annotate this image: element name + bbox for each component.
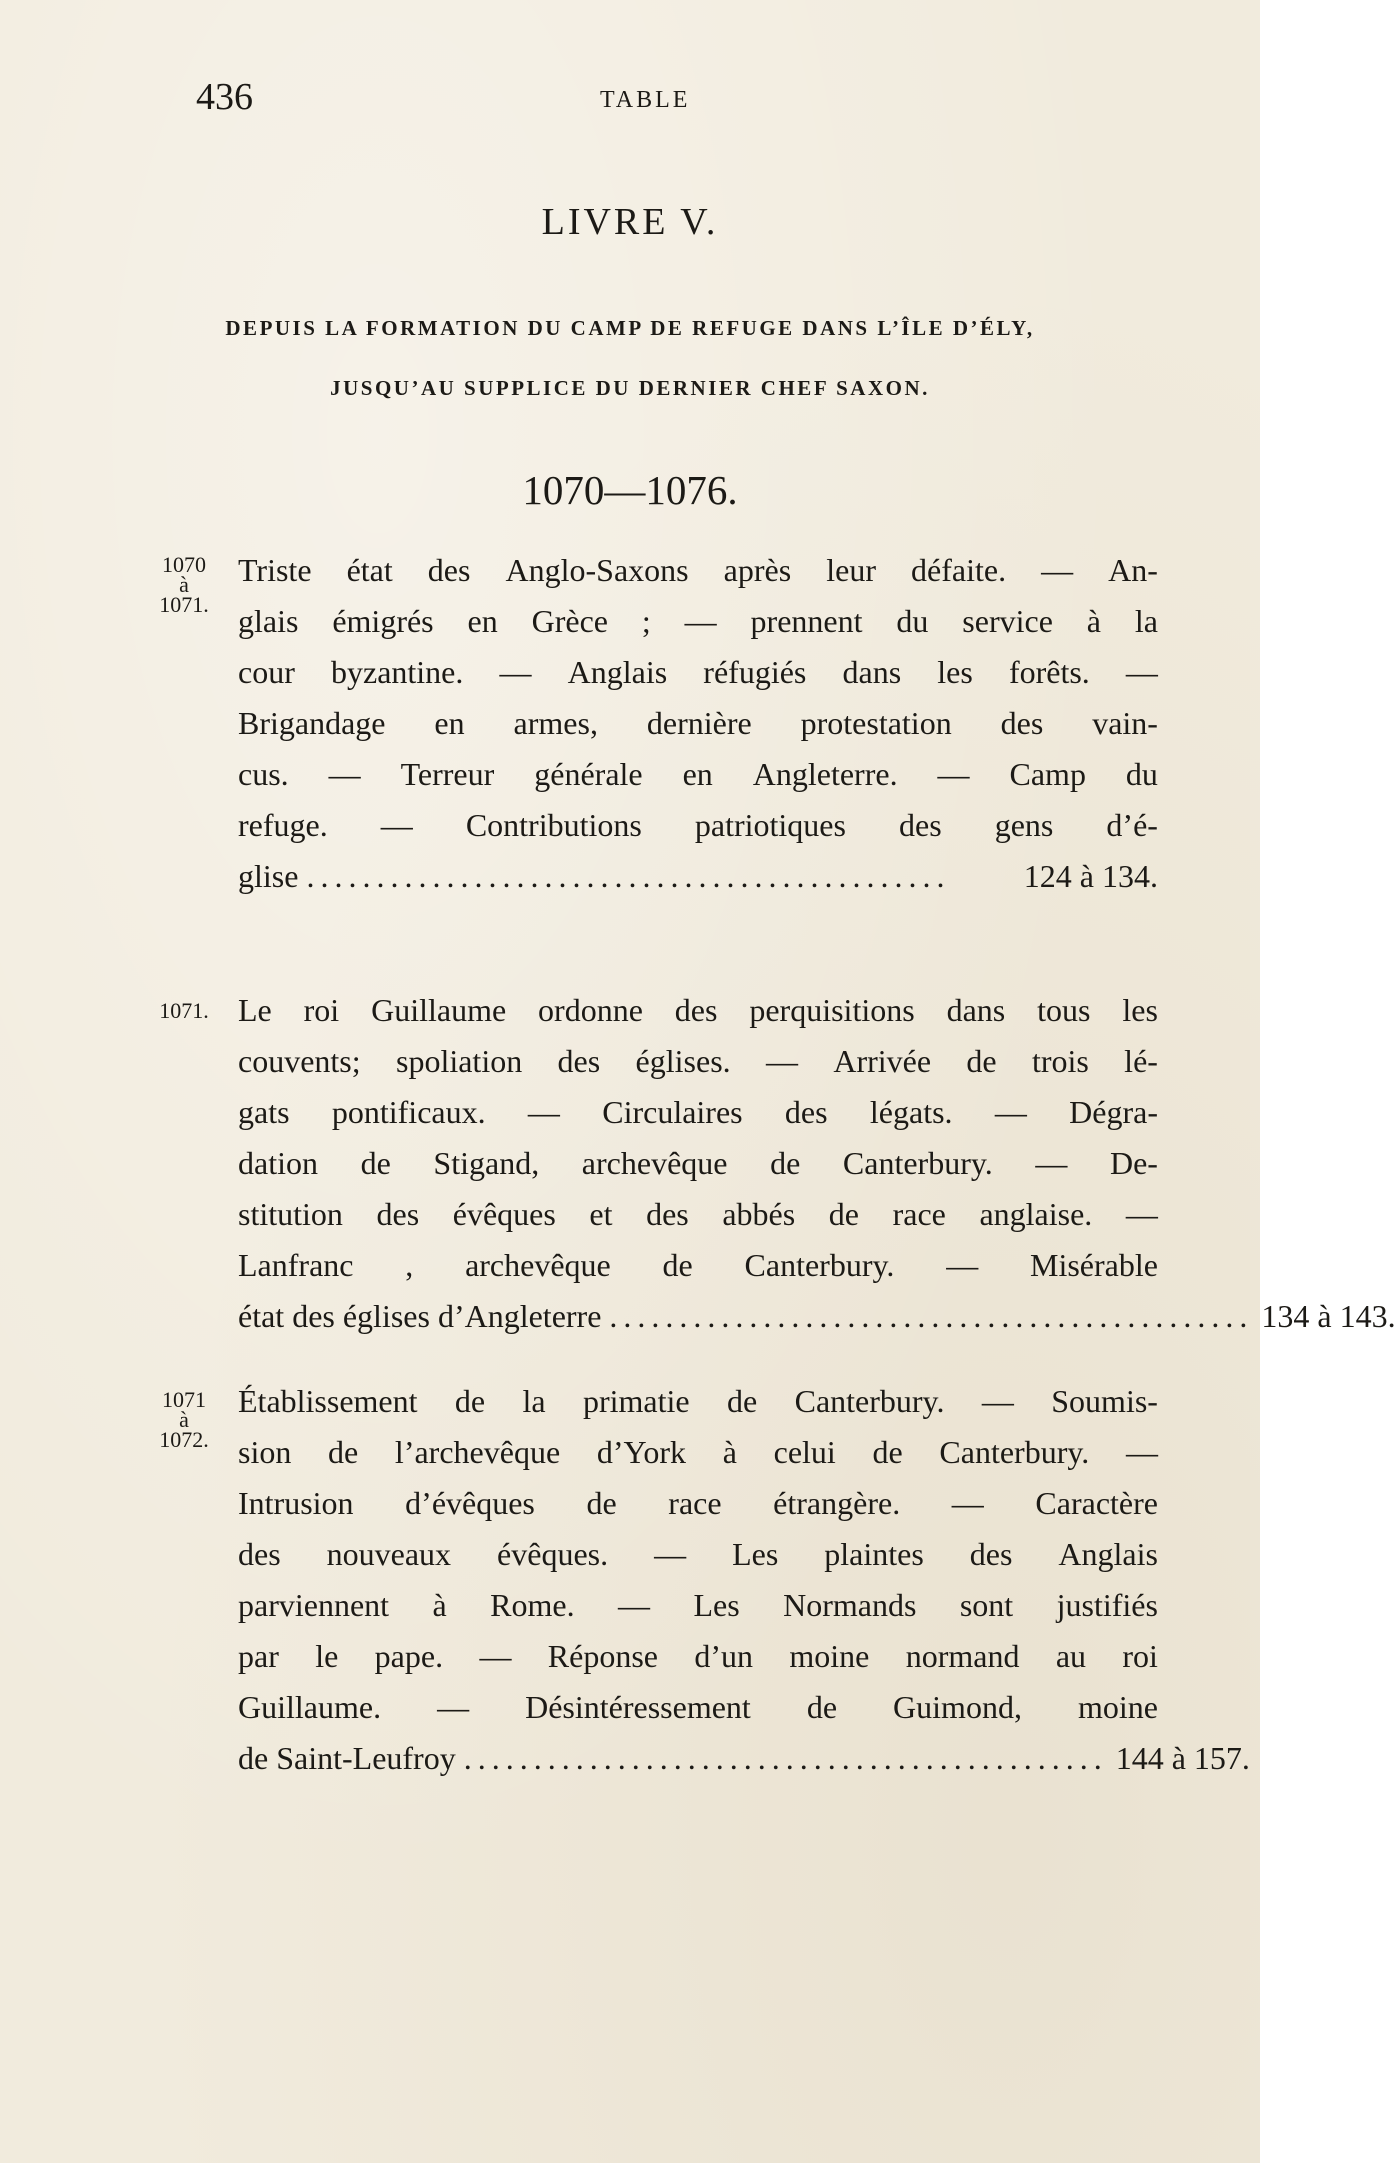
entry-line: Guillaume. — Désintéressement de Guimond, moine bbox=[238, 1689, 1158, 1725]
entry-text bbox=[238, 1376, 1250, 1784]
dot-leader: .............................................. bbox=[463, 1740, 1108, 1776]
entry-line: par le pape. — Réponse d’un moine normand au roi bbox=[238, 1638, 1158, 1674]
entry-line: gats pontificaux. — Circulaires des légats. — Dégra- bbox=[238, 1094, 1158, 1130]
entry-line: glais émigrés en Grèce ; — prennent du service à la bbox=[238, 603, 1158, 639]
entry-line: stitution des évêques et des abbés de race anglaise. — bbox=[238, 1196, 1158, 1232]
page-number: 436 bbox=[196, 76, 253, 118]
entry-text bbox=[238, 545, 1158, 902]
margin-date bbox=[148, 1387, 220, 1452]
entry-line: sion de l’archevêque d’York à celui de Canterbury. — bbox=[238, 1434, 1158, 1470]
book-title: LIVRE V. bbox=[541, 201, 719, 243]
entry-line-text: glise bbox=[238, 858, 299, 894]
running-title: TABLE bbox=[600, 87, 691, 113]
entry-line: des nouveaux évêques. — Les plaintes des Anglais bbox=[238, 1536, 1158, 1572]
page-reference: 144 à 157. bbox=[1115, 1740, 1250, 1776]
entry-line: refuge. — Contributions patriotiques des gens d’é- bbox=[238, 807, 1158, 843]
margin-date-line: à bbox=[179, 1407, 189, 1432]
entry-line: couvents; spoliation des églises. — Arrivée de trois lé- bbox=[238, 1043, 1158, 1079]
margin-date-line: 1070 bbox=[162, 552, 206, 577]
entry-line: Lanfranc , archevêque de Canterbury. — Misérable bbox=[238, 1247, 1158, 1283]
book-subtitle-line-2: JUSQU’AU SUPPLICE DU DERNIER CHEF SAXON. bbox=[330, 376, 930, 400]
entry-line: Intrusion d’évêques de race étrangère. — Caractère bbox=[238, 1485, 1158, 1521]
dot-leader: .............................................. bbox=[609, 1298, 1254, 1334]
entry-line-text: état des églises d’Angleterre bbox=[238, 1298, 602, 1334]
margin-date-line: 1071 bbox=[162, 1387, 206, 1412]
entry-line: Le roi Guillaume ordonne des perquisitions dans tous les bbox=[238, 992, 1158, 1028]
entry-last-line bbox=[238, 1733, 1250, 1784]
entry-line: cus. — Terreur générale en Angleterre. — Camp du bbox=[238, 756, 1158, 792]
margin-date bbox=[148, 552, 220, 617]
entry-line: dation de Stigand, archevêque de Canterbury. — De- bbox=[238, 1145, 1158, 1181]
entry-line: Établissement de la primatie de Canterbury. — Soumis- bbox=[238, 1383, 1158, 1419]
margin-date-line: 1071. bbox=[159, 592, 209, 617]
page-reference: 124 à 134. bbox=[1023, 858, 1158, 894]
entry-text bbox=[238, 985, 1396, 1342]
margin-date-line: à bbox=[179, 572, 189, 597]
margin-date-line: 1072. bbox=[159, 1427, 209, 1452]
entry-last-line bbox=[238, 1291, 1396, 1342]
margin-date-line: 1071. bbox=[159, 998, 209, 1023]
date-range: 1070—1076. bbox=[522, 467, 738, 513]
entry-line: Triste état des Anglo-Saxons après leur défaite. — An- bbox=[238, 552, 1158, 588]
book-subtitle-line-1: DEPUIS LA FORMATION DU CAMP DE REFUGE DANS L’ÎLE D’ÉLY, bbox=[225, 316, 1035, 340]
page-reference: 134 à 143. bbox=[1261, 1298, 1396, 1334]
entry-line: cour byzantine. — Anglais réfugiés dans les forêts. — bbox=[238, 654, 1158, 690]
entry-line: parviennent à Rome. — Les Normands sont justifiés bbox=[238, 1587, 1158, 1623]
entry-line: Brigandage en armes, dernière protestation des vain- bbox=[238, 705, 1158, 741]
margin-date bbox=[148, 998, 220, 1023]
dot-leader: .............................................. bbox=[306, 858, 951, 894]
entry-line-text: de Saint-Leufroy bbox=[238, 1740, 456, 1776]
entry-last-line bbox=[238, 851, 1158, 902]
